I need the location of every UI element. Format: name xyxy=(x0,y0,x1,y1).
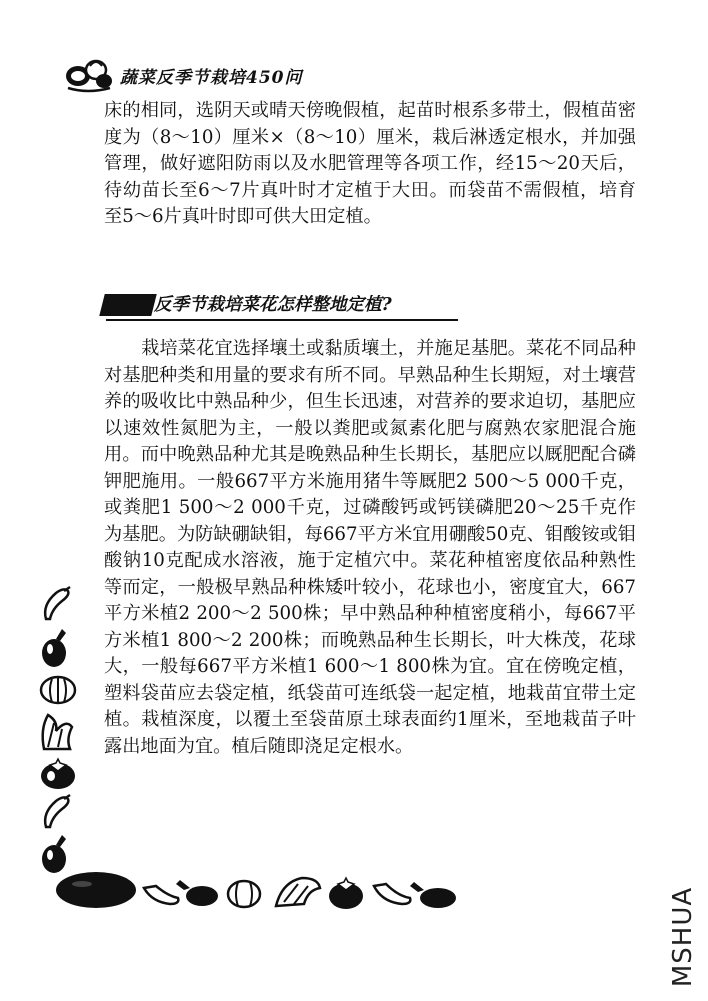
oval-blob-icon xyxy=(56,872,136,908)
paragraph-2 xyxy=(104,336,636,760)
cucumber-icon xyxy=(144,886,178,904)
section-heading xyxy=(102,288,462,322)
header-title: 蔬菜反季节栽培450问 xyxy=(120,68,303,88)
side-decoration xyxy=(38,585,82,875)
paragraph-2-text: 栽培菜花宜选择壤土或黏质壤土，并施足基肥。菜花不同品种对基肥种类和用量的要求有所不同。早熟品种生长期短，对土壤营养的吸收比中熟品种少，但生长迅速，对营养的要求迫切，基肥应以速效性氮肥为主，一般以粪肥或氮素化肥与腐熟农家肥混合施用。而中晚熟品种尤其是晚熟品种生长期长，基肥应以厩肥配合磷钾肥施用。一般667平方米施用猪牛等厩肥2 500～5 000千克，或粪肥1 500～2 000千克，过磷酸钙或钙镁磷肥20～25千克作为基肥。为防缺硼缺钼，每667平方米宜用硼酸50克、钼酸铵或钼酸钠10克配成水溶液，施于定植穴中。菜花种植密度依品种熟性等而定，一般极早熟品种株矮叶较小，花球也小，密度宜大，667平方米植2 200～2 500株；早中熟品种种植密度稍小，每667平方米植1 800～2 200株；而晚熟品种生长期长，叶大株茂，花球大，一般每667平方米植1 600～1 800株为宜。宜在傍晚定植，塑料袋苗应去袋定植，纸袋苗可连纸袋一起定植，地栽苗宜带土定植。栽植深度，以覆土至袋苗原土球表面约1厘米，至地栽苗子叶露出地面为宜。植后随即浇足定根水。 xyxy=(104,338,636,757)
pumpkin-icon xyxy=(38,673,78,705)
watermark xyxy=(668,882,698,992)
cucumber-icon xyxy=(374,884,410,904)
heading-underline xyxy=(106,319,458,321)
eggplant-icon xyxy=(38,625,74,669)
eggplant-icon xyxy=(410,882,456,908)
pumpkin-icon xyxy=(228,881,260,907)
vegetable-cluster-icon xyxy=(64,54,114,94)
paragraph-1: 床的相同，选阴天或晴天傍晚假植，起苗时根系多带土，假植苗密度为（8～10）厘米×（8～10）厘米，栽后淋透定根水，并加强管理，做好遮阳防雨以及水肥管理等各项工作，经15～20天后，待幼苗长至6～7片真叶时才定植于大田。而袋苗不需假植，培育至5～6片真叶时即可供大田定植。 xyxy=(104,100,636,227)
leafy-vegetable-icon xyxy=(276,878,320,906)
tomato-icon xyxy=(38,757,78,791)
cucumber-icon xyxy=(38,793,74,831)
leafy-vegetable-icon xyxy=(38,709,78,753)
heading-marker xyxy=(99,294,156,316)
page-header xyxy=(64,54,364,94)
eggplant-icon xyxy=(176,880,218,906)
tomato-icon xyxy=(329,878,363,909)
cucumber-icon xyxy=(38,585,74,623)
section-title: 反季节栽培菜花怎样整地定植? xyxy=(154,295,392,315)
watermark-text: MSHUA xyxy=(668,886,698,988)
bottom-decoration xyxy=(52,868,472,918)
